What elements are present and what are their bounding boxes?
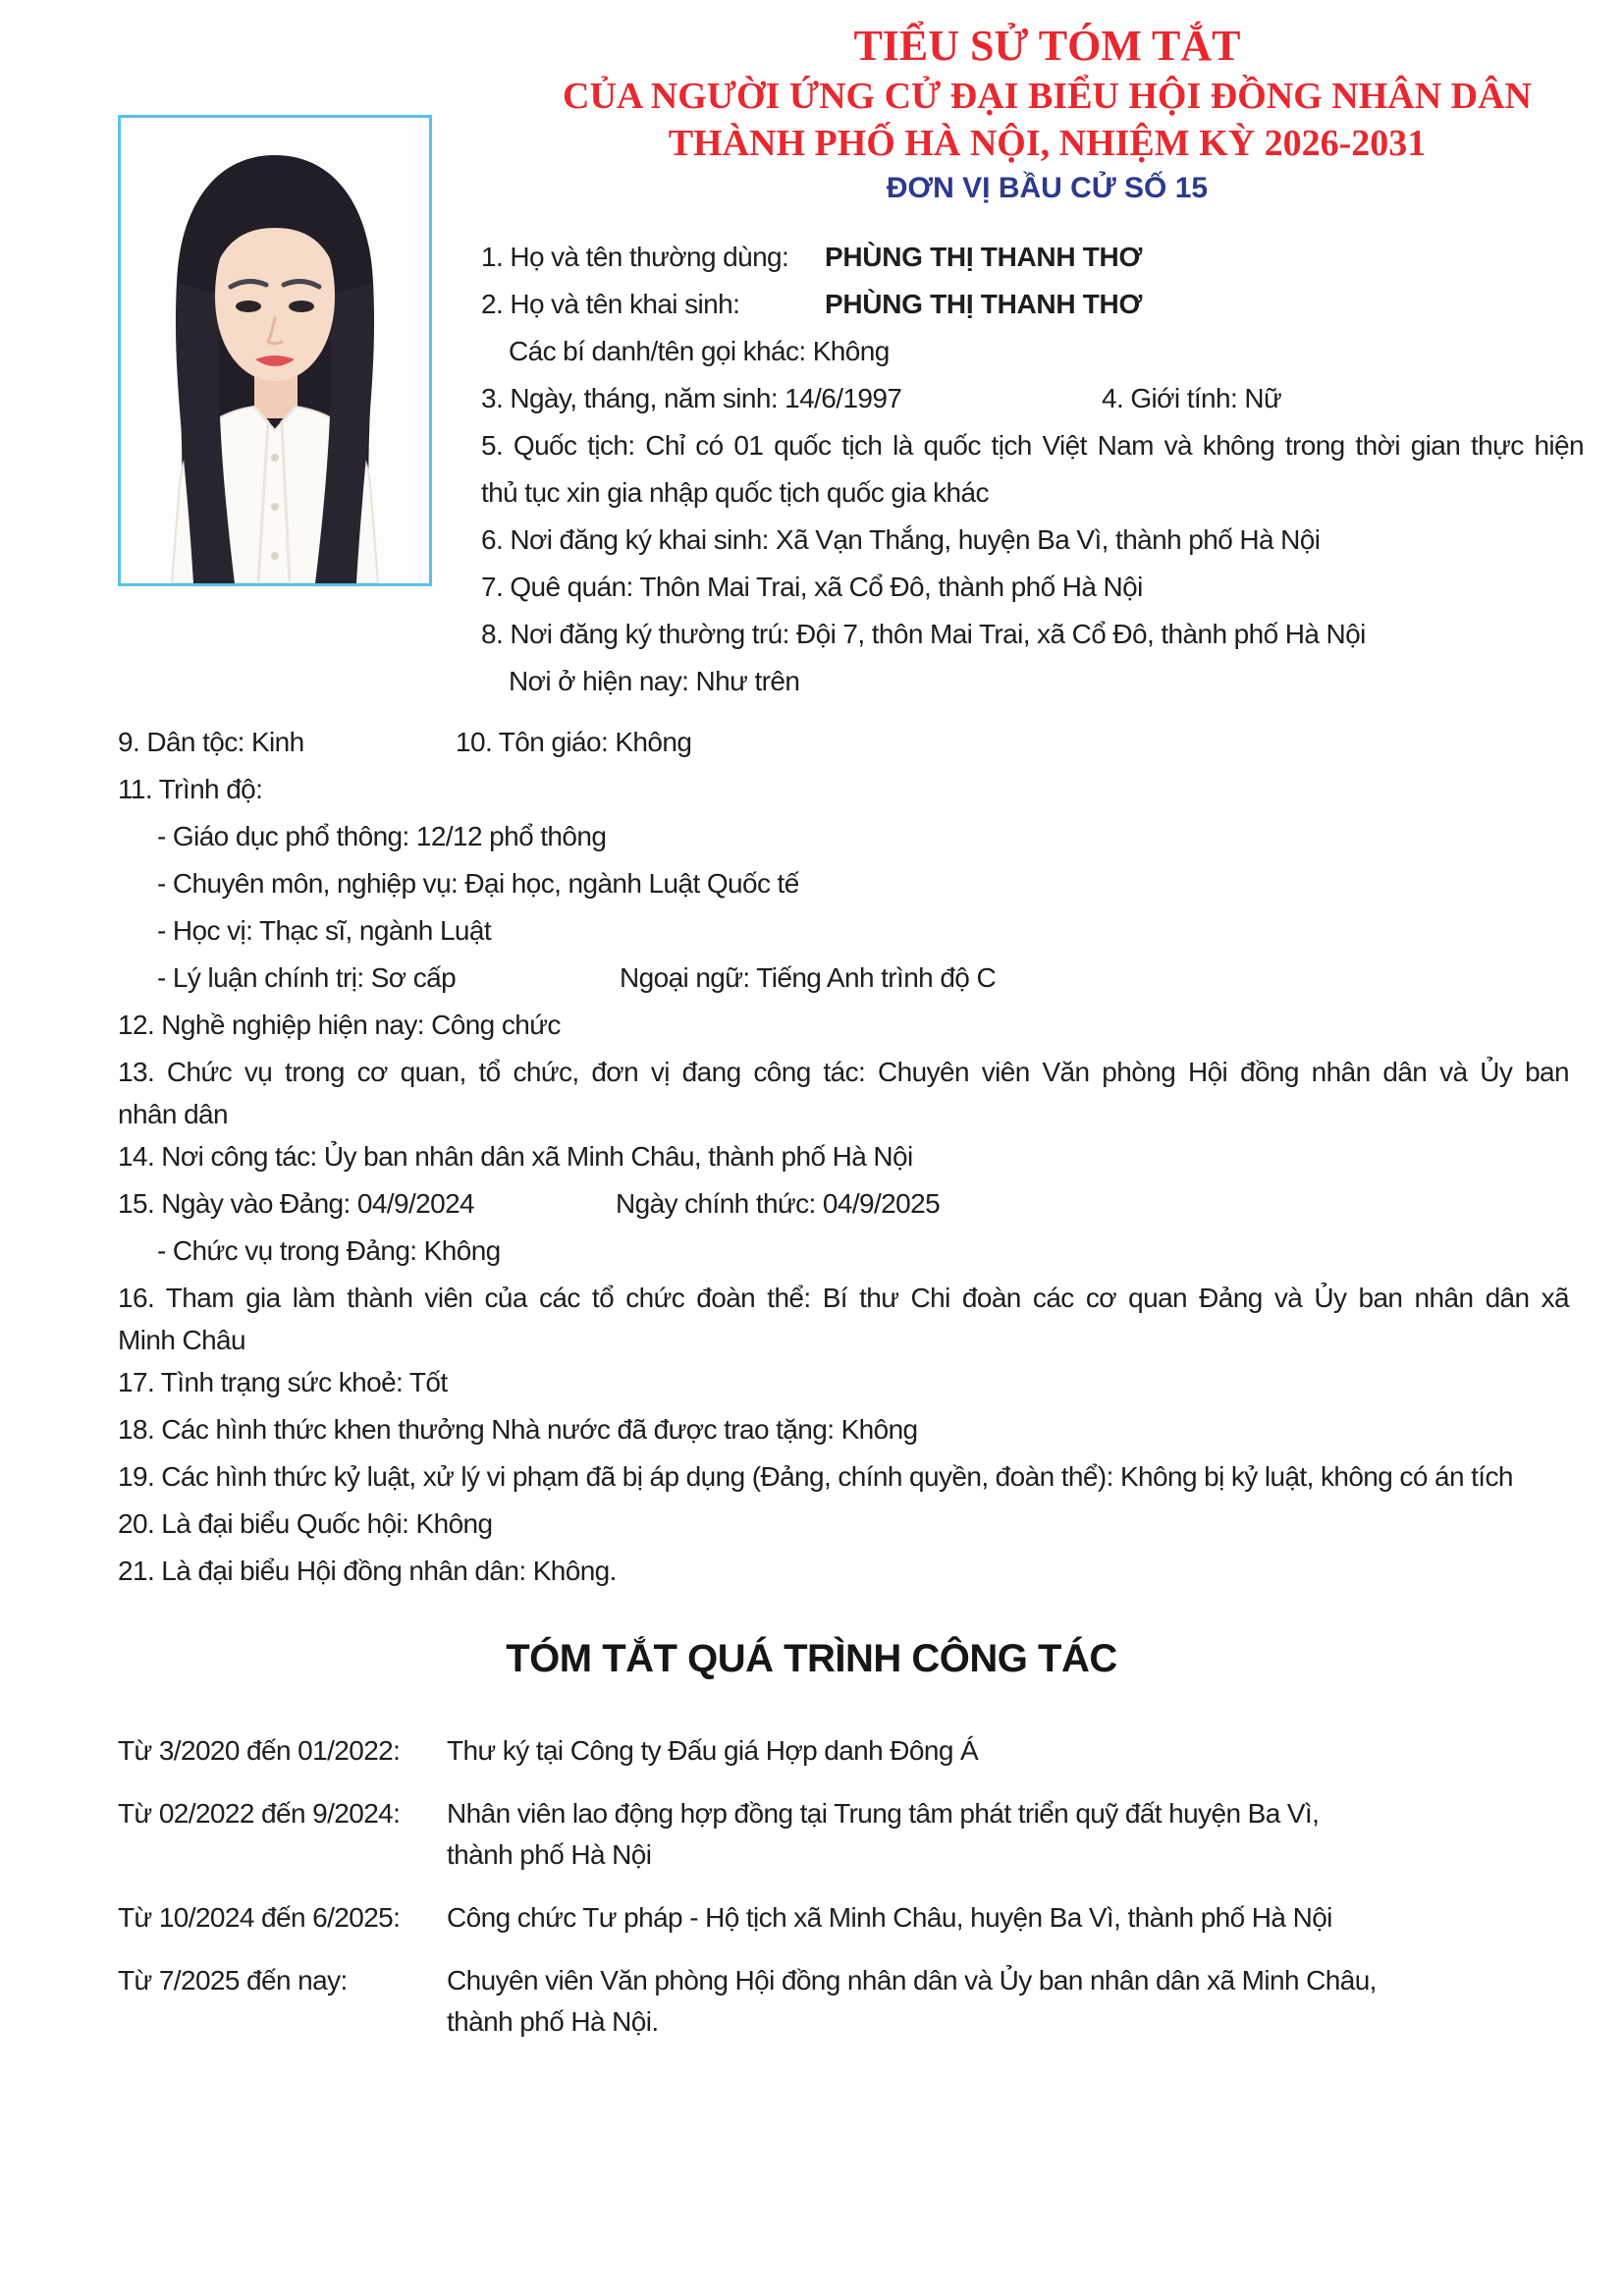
- career-row: [118, 1897, 1569, 1939]
- career-row: [118, 1960, 1569, 2043]
- item-2-birth-name: [481, 281, 1584, 328]
- item-11-professional: - Chuyên môn, nghiệp vụ: Đại học, ngành Luật Quốc tế: [157, 868, 799, 899]
- career-section-heading: TÓM TẮT QUÁ TRÌNH CÔNG TÁC: [506, 1637, 1117, 1680]
- career-description-line: thành phố Hà Nội.: [447, 2006, 659, 2037]
- item-8-permanent-residence: 8. Nơi đăng ký thường trú: Đội 7, thôn Mai Trai, xã Cổ Đô, thành phố Hà Nội: [481, 619, 1366, 649]
- item-11-foreign-language: Ngoại ngữ: Tiếng Anh trình độ C: [620, 962, 997, 993]
- item-5-nationality-line-1: 5. Quốc tịch: Chỉ có 01 quốc tịch là quốc tịch Việt Nam và không trong thời gian thực hiện: [481, 430, 1584, 461]
- candidate-photo: [118, 115, 432, 586]
- document-header: [471, 0, 1623, 210]
- item-2-value: PHÙNG THỊ THANH THƠ: [825, 289, 1143, 319]
- career-period: Từ 10/2024 đến 6/2025:: [118, 1902, 401, 1933]
- item-11-politics-language-row: [118, 955, 1569, 1002]
- item-5-nationality-line-2: thủ tục xin gia nhập quốc tịch quốc gia khác: [481, 477, 989, 508]
- career-description-line: Công chức Tư pháp - Hộ tịch xã Minh Châu, huyện Ba Vì, thành phố Hà Nội: [447, 1902, 1332, 1933]
- career-history: [118, 1730, 1569, 2043]
- item-15-official-date: Ngày chính thức: 04/9/2025: [616, 1188, 941, 1219]
- item-4-gender: 4. Giới tính: Nữ: [1102, 383, 1282, 413]
- item-20-national-assembly: 20. Là đại biểu Quốc hội: Không: [118, 1508, 493, 1539]
- career-row: [118, 1793, 1569, 1876]
- item-16-organizations-line-2: Minh Châu: [118, 1325, 246, 1355]
- item-15-party-row: [118, 1180, 1569, 1228]
- career-description-line: thành phố Hà Nội: [447, 1839, 652, 1870]
- item-11-academic-degree: - Học vị: Thạc sĩ, ngành Luật: [157, 915, 492, 946]
- item-17-health: 17. Tình trạng sức khoẻ: Tốt: [118, 1367, 448, 1397]
- career-row: [118, 1730, 1569, 1772]
- career-description-line: Nhân viên lao động hợp đồng tại Trung tâm phát triển quỹ đất huyện Ba Vì,: [447, 1798, 1320, 1829]
- item-12-occupation: 12. Nghề nghiệp hiện nay: Công chức: [118, 1010, 561, 1040]
- career-description: [447, 1960, 1468, 2043]
- career-period: Từ 02/2022 đến 9/2024:: [118, 1798, 401, 1829]
- item-15-party-position: - Chức vụ trong Đảng: Không: [157, 1235, 501, 1266]
- item-11-education-heading: 11. Trình độ:: [118, 774, 263, 804]
- item-14-workplace: 14. Nơi công tác: Ủy ban nhân dân xã Minh Châu, thành phố Hà Nội: [118, 1141, 913, 1172]
- item-16-organizations-line-1: 16. Tham gia làm thành viên của các tổ chức đoàn thể: Bí thư Chi đoàn các cơ quan Đảng và Ủy ban nhân dân xã: [118, 1283, 1569, 1313]
- item-11-political-theory: - Lý luận chính trị: Sơ cấp: [157, 962, 457, 993]
- alias-line: Các bí danh/tên gọi khác: Không: [509, 336, 890, 366]
- career-description: [447, 1730, 1468, 1772]
- item-19-discipline: 19. Các hình thức kỷ luật, xử lý vi phạm đã bị áp dụng (Đảng, chính quyền, đoàn thể): Không bị kỷ luật, không có án tích: [118, 1461, 1513, 1492]
- item-15-party-join-date: 15. Ngày vào Đảng: 04/9/2024: [118, 1188, 475, 1219]
- item-6-birth-registration: 6. Nơi đăng ký khai sinh: Xã Vạn Thắng, huyện Ba Vì, thành phố Hà Nội: [481, 524, 1321, 555]
- item-1-common-name: [481, 234, 1584, 281]
- item-2-label: 2. Họ và tên khai sinh:: [481, 289, 740, 319]
- portrait-illustration: [121, 118, 429, 583]
- title-line-3: THÀNH PHỐ HÀ NỘI, NHIỆM KỲ 2026-2031: [668, 123, 1427, 164]
- item-10-religion: 10. Tôn giáo: Không: [456, 727, 692, 757]
- item-1-value: PHÙNG THỊ THANH THƠ: [825, 242, 1143, 272]
- career-description-line: Chuyên viên Văn phòng Hội đồng nhân dân và Ủy ban nhân dân xã Minh Châu,: [447, 1965, 1377, 1995]
- election-unit-line: ĐƠN VỊ BẦU CỬ SỐ 15: [886, 172, 1209, 204]
- career-description: [447, 1897, 1468, 1939]
- items-full-width: [118, 719, 1569, 1595]
- career-description: [447, 1793, 1468, 1876]
- title-line-2: CỦA NGƯỜI ỨNG CỬ ĐẠI BIỂU HỘI ĐỒNG NHÂN DÂN: [563, 76, 1532, 117]
- career-period: Từ 3/2020 đến 01/2022:: [118, 1735, 401, 1766]
- item-9-10-row: [118, 719, 1569, 766]
- item-9-ethnicity: 9. Dân tộc: Kinh: [118, 727, 304, 757]
- current-residence-line: Nơi ở hiện nay: Như trên: [509, 666, 800, 696]
- item-3-4-row: [481, 375, 1584, 422]
- item-7-hometown: 7. Quê quán: Thôn Mai Trai, xã Cổ Đô, thành phố Hà Nội: [481, 572, 1143, 602]
- item-13-position-line-1: 13. Chức vụ trong cơ quan, tổ chức, đơn vị đang công tác: Chuyên viên Văn phòng Hội đồng nhân dân và Ủy ban: [118, 1057, 1569, 1087]
- items-beside-photo: [481, 234, 1584, 705]
- career-description-line: Thư ký tại Công ty Đấu giá Hợp danh Đông Á: [447, 1735, 979, 1766]
- item-18-awards: 18. Các hình thức khen thưởng Nhà nước đã được trao tặng: Không: [118, 1414, 918, 1445]
- title-line-1: TIỂU SỬ TÓM TẮT: [853, 22, 1241, 70]
- career-period: Từ 7/2025 đến nay:: [118, 1965, 348, 1995]
- item-21-peoples-council: 21. Là đại biểu Hội đồng nhân dân: Không.: [118, 1556, 617, 1586]
- item-3-birth-date: 3. Ngày, tháng, năm sinh: 14/6/1997: [481, 383, 902, 413]
- item-11-general-education: - Giáo dục phổ thông: 12/12 phổ thông: [157, 821, 607, 851]
- item-13-position-line-2: nhân dân: [118, 1099, 228, 1129]
- item-1-label: 1. Họ và tên thường dùng:: [481, 242, 789, 272]
